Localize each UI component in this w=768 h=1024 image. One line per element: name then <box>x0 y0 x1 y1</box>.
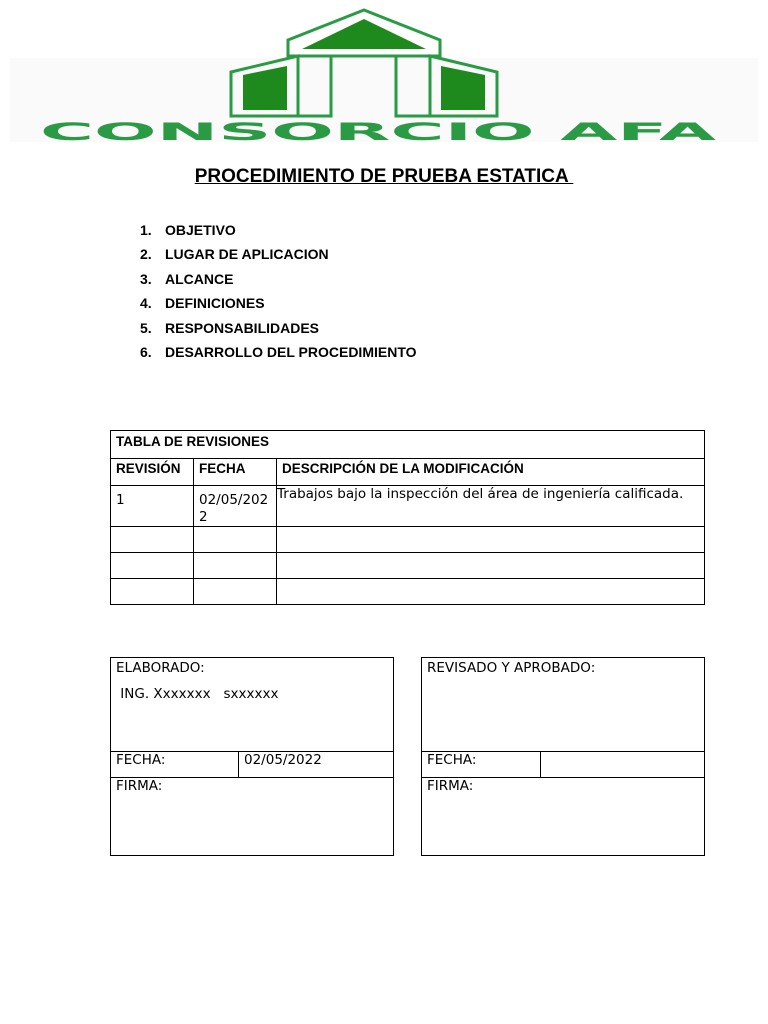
revisado-label: REVISADO Y APROBADO: <box>422 658 705 752</box>
document-title-wrapper <box>0 166 768 188</box>
revisions-header-row <box>111 459 705 486</box>
toc-label: OBJETIVO <box>165 222 236 238</box>
revisions-table-title: TABLA DE REVISIONES <box>111 431 705 459</box>
revision-date-cell <box>194 527 277 553</box>
column-header-description: DESCRIPCIÓN DE LA MODIFICACIÓN <box>277 459 705 486</box>
elaborado-header-row <box>111 658 394 752</box>
toc-number: 1. <box>140 222 152 238</box>
table-of-contents <box>140 222 417 368</box>
elaborado-label: ELABORADO: <box>116 660 205 676</box>
revision-number-cell <box>111 579 194 605</box>
toc-item <box>140 271 417 295</box>
revisado-signature-row <box>422 778 705 856</box>
elaborado-signature-row <box>111 778 394 856</box>
revisions-table-title-row <box>111 431 705 459</box>
elaborado-box <box>110 657 394 856</box>
elaborado-date-row <box>111 752 394 778</box>
toc-number: 6. <box>140 343 152 360</box>
revisado-date-row <box>422 752 705 778</box>
table-row <box>111 486 705 527</box>
column-header-date: FECHA <box>194 459 277 486</box>
revision-description-cell <box>277 553 705 579</box>
toc-number: 4. <box>140 295 152 312</box>
revisado-header-row <box>422 658 705 752</box>
revision-date-cell <box>194 579 277 605</box>
table-row <box>111 553 705 579</box>
revision-description-cell: Trabajos bajo la inspección del área de ingeniería calificada. <box>277 486 705 527</box>
toc-label: LUGAR DE APLICACION <box>165 246 329 263</box>
elaborado-date-label: FECHA: <box>111 752 239 778</box>
table-row <box>111 579 705 605</box>
toc-label: RESPONSABILIDADES <box>165 319 320 336</box>
revisado-signature-label: FIRMA: <box>422 778 705 856</box>
toc-item <box>140 295 417 319</box>
revision-number-cell <box>111 553 194 579</box>
company-logo <box>0 0 768 150</box>
revisado-box <box>421 657 705 856</box>
elaborado-cell <box>111 658 394 752</box>
toc-number: 3. <box>140 270 152 287</box>
logo-text: CONSORCIO AFA <box>40 118 718 146</box>
table-row <box>111 527 705 553</box>
revisions-table <box>110 430 705 605</box>
revision-description-cell <box>277 579 705 605</box>
toc-item <box>140 320 417 344</box>
toc-item <box>140 344 417 368</box>
toc-item <box>140 222 417 246</box>
elaborado-name: ING. Xxxxxxx sxxxxxx <box>116 686 279 702</box>
toc-number: 5. <box>140 319 152 336</box>
revision-date-cell <box>194 553 277 579</box>
column-header-revision: REVISIÓN <box>111 459 194 486</box>
revision-description-cell <box>277 527 705 553</box>
revision-number-cell <box>111 527 194 553</box>
revisado-date-label: FECHA: <box>422 752 541 778</box>
toc-label: ALCANCE <box>165 270 234 287</box>
revisado-date-value <box>541 752 705 778</box>
house-logo-icon <box>0 0 768 150</box>
revision-date-cell: 02/05/2022 <box>194 486 277 527</box>
elaborado-signature-label: FIRMA: <box>111 778 394 856</box>
toc-number: 2. <box>140 246 152 263</box>
toc-item <box>140 246 417 270</box>
revision-number-cell: 1 <box>111 486 194 527</box>
document-title: PROCEDIMIENTO DE PRUEBA ESTATICA <box>194 166 574 187</box>
toc-label: DEFINICIONES <box>165 295 265 312</box>
toc-label: DESARROLLO DEL PROCEDIMIENTO <box>165 343 417 360</box>
elaborado-date-value: 02/05/2022 <box>239 752 394 778</box>
